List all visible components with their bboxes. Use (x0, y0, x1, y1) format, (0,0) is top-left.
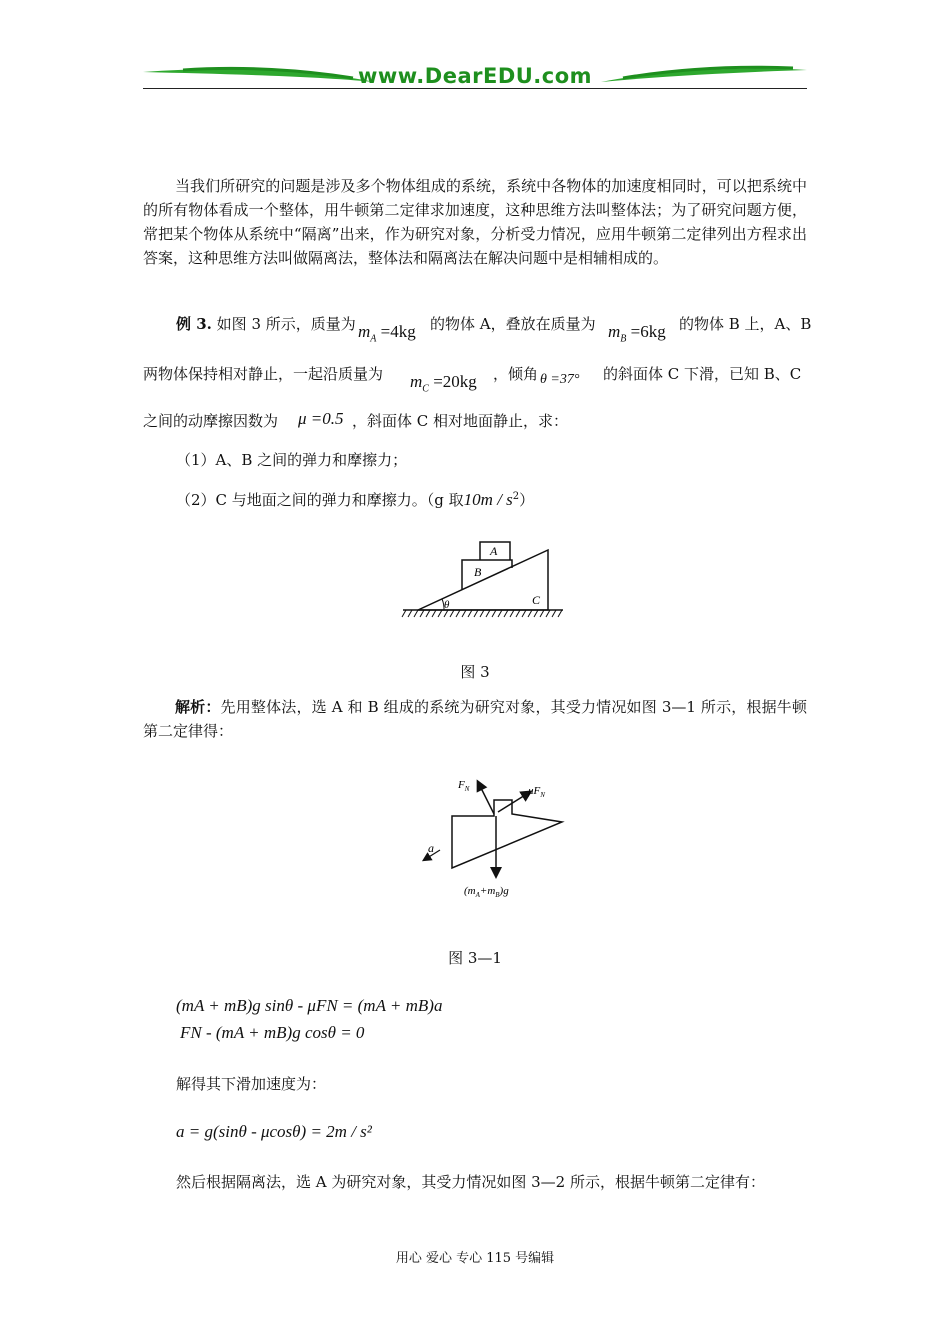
fig31-normal-force-label: $F_N$ (458, 779, 470, 793)
example-text-6: 的斜面体 C 下滑，已知 B、C (603, 365, 802, 383)
example-text-5: ，倾角 (493, 365, 539, 383)
angle-theta: θ =37° (540, 372, 580, 387)
equation-3: a = g(sinθ - μcosθ) = 2m / s² (176, 1122, 372, 1141)
site-title[interactable]: www.DearEDU.com (357, 64, 593, 88)
question-2-close: ） (519, 491, 535, 509)
example-text-2: 的物体 A，叠放在质量为 (430, 315, 596, 333)
fig31-accel-label: a (428, 841, 434, 855)
figure-3-incline (398, 538, 568, 620)
intro-paragraph: 当我们所研究的问题是涉及多个物体组成的系统，系统中各物体的加速度相同时，可以把系统中的所有物体看成一个整体，用牛顿第二定律求加速度，这种思维方法叫整体法；为了研究问题方便，常把某个物体从系统中“隔离”出来，作为研究对象，分析受力情况，应用牛顿第二定律列出方程求出答案，这种思维方法叫做隔离法，整体法和隔离法在解决问题中是相辅相成的。 (143, 177, 807, 267)
mass-c-symbol: m (410, 372, 423, 391)
fig31-gravity-label: $(m_A+m_B)g$ (464, 885, 509, 899)
example-line-1 (176, 313, 356, 334)
fig3-label-theta: θ (444, 599, 450, 611)
figure-3-caption: 图 3 (460, 663, 490, 681)
example-text-7: 之间的动摩擦因数为 (143, 412, 279, 430)
solve-text: 解得其下滑加速度为： (176, 1075, 327, 1093)
mass-b-symbol: m (608, 322, 621, 341)
example-text-4: 两物体保持相对静止，一起沿质量为 (143, 365, 384, 383)
question-2-text: （2）C 与地面之间的弹力和摩擦力。（g 取 (176, 491, 464, 509)
example-text-8: ，斜面体 C 相对地面静止，求： (352, 412, 569, 430)
mass-c (410, 372, 477, 394)
mass-a-symbol: m (358, 322, 371, 341)
page-footer: 用心 爱心 专心 115 号编辑 (395, 1251, 555, 1266)
fig3-label-b: B (474, 565, 482, 579)
friction-coefficient: μ =0.5 (298, 409, 344, 428)
figure-3-1-force-diagram (418, 772, 568, 902)
mass-c-value: =20kg (433, 372, 477, 391)
gravity-value: 10m / s (463, 490, 513, 509)
example-label: 例 3. (176, 315, 212, 333)
question-1: （1）A、B 之间的弹力和摩擦力； (176, 451, 408, 469)
analysis-paragraph (143, 695, 807, 743)
gravity-exponent: 2 (512, 491, 520, 502)
fig3-label-a: A (490, 544, 498, 558)
figure-3-1-caption: 图 3—1 (448, 949, 502, 967)
analysis-text: 先用整体法，选 A 和 B 组成的系统为研究对象，其受力情况如图 3—1 所示，根据牛顿第二定律得： (143, 698, 807, 740)
mass-b-sub: B (620, 333, 627, 345)
mass-a-value: =4kg (380, 322, 416, 341)
example-text-1: 如图 3 所示，质量为 (216, 315, 356, 333)
analysis-label: 解析： (175, 698, 221, 716)
equation-2: FN - (mA + mB)g cosθ = 0 (180, 1023, 365, 1042)
question-2 (176, 489, 534, 510)
mass-a (358, 322, 416, 344)
example-text-3: 的物体 B 上，A、B (679, 315, 812, 333)
header-banner (143, 62, 807, 94)
mass-b-value: =6kg (630, 322, 666, 341)
equation-1: (mA + mB)g sinθ - μFN = (mA + mB)a (176, 996, 443, 1015)
mass-c-sub: C (422, 383, 429, 395)
mass-b (608, 322, 666, 344)
fig3-label-c: C (532, 593, 541, 607)
fig31-friction-label: $\mu F_N$ (528, 785, 545, 799)
mass-a-sub: A (370, 333, 377, 345)
then-text: 然后根据隔离法，选 A 为研究对象，其受力情况如图 3—2 所示，根据牛顿第二定律有： (176, 1173, 765, 1191)
header-rule (143, 88, 807, 89)
